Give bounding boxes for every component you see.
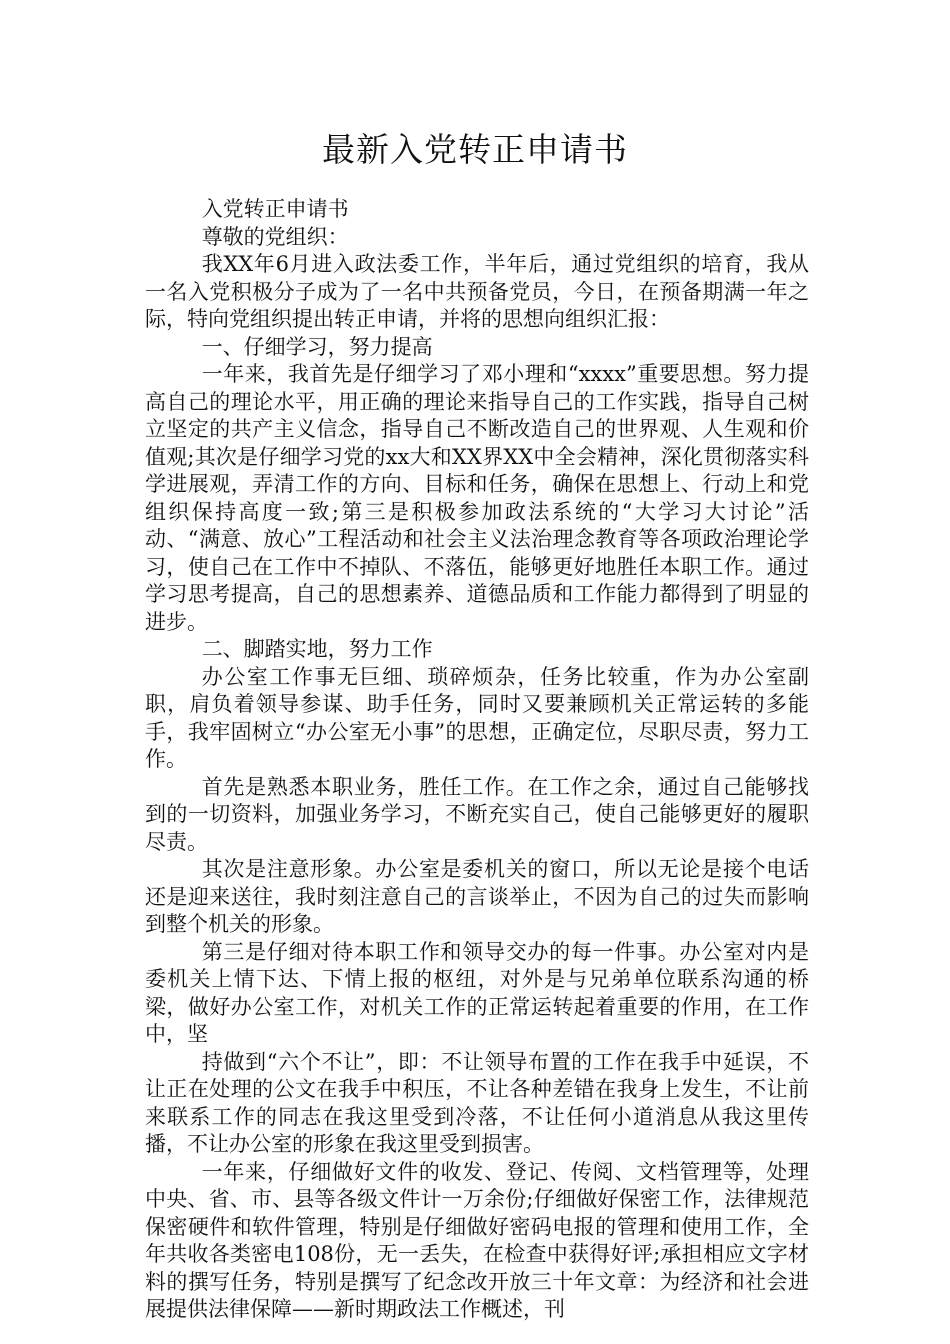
study-paragraph: 一年来，我首先是仔细学习了邓小理和“xxxx”重要思想。努力提高自己的理论水平，用正确的理论来指导自己的工作实践，指导自己树立坚定的共产主义信念，指导自己不断改造自己的世界观、人生观和价值观;其次是仔细学习党的xx大和XX界XX中全会精神，深化贯彻落实科学进展观，弄清工作的方向、目标和任务，确保在思想上、行动上和党组织保持高度一致;第三是积极参加政法系统的“大学习大讨论”活动、“满意、放心”工程活动和社会主义法治理念教育等各项政治理论学习，使自己在工作中不掉队、不落伍，能够更好地胜任本职工作。通过学习思考提高，自己的思想素养、道德品质和工作能力都得到了明显的进步。 [145, 362, 809, 634]
salutation-heading: 入党转正申请书 [201, 197, 349, 221]
work-paragraph: 办公室工作事无巨细、琐碎烦杂，任务比较重，作为办公室副职，肩负着领导参谋、助手任务，同时又要兼顾机关正常运转的多能手，我牢固树立“办公室无小事”的思想，正确定位，尽职尽责，努力工作。 [145, 664, 809, 771]
achievements-paragraph: 一年来，仔细做好文件的收发、登记、传阅、文档管理等，处理中央、省、市、县等各级文件计一万余份;仔细做好保密工作，法律规范保密硬件和软件管理，特别是仔细做好密码电报的管理和使用工作，全年共收各类密电108份，无一丢失，在检查中获得好评;承担相应文字材料的撰写任务，特别是撰写了纪念改开放三十年文章：为经济和社会进展提供法律保障——新时期政法工作概述，刊 [145, 1159, 809, 1321]
salutation: 尊敬的党组织： [201, 224, 349, 249]
work-paragraph-first: 首先是熟悉本职业务，胜任工作。在工作之余，通过自己能够找到的一切资料，加强业务学习，不断充实自己，使自己能够更好的履职尽责。 [145, 774, 809, 854]
document-title: 最新入党转正申请书 [322, 130, 628, 169]
section-heading-study: 一、仔细学习，努力提高 [201, 334, 433, 359]
work-paragraph-second: 其次是注意形象。办公室是委机关的窗口，所以无论是接个电话还是迎来送往，我时刻注意自己的言谈举止，不因为自己的过失而影响到整个机关的形象。 [145, 857, 809, 936]
work-paragraph-third: 第三是仔细对待本职工作和领导交办的每一件事。办公室对内是委机关上情下达、下情上报的枢纽，对外是与兄弟单位联系沟通的桥梁，做好办公室工作，对机关工作的正常运转起着重要的作用，在工作中，坚 [145, 939, 809, 1046]
intro-paragraph: 我XX年6月进入政法委工作，半年后，通过党组织的培育，我从一名入党积极分子成为了一名中共预备党员，今日，在预备期满一年之际，特向党组织提出转正申请，并将的思想向组织汇报： [145, 252, 809, 331]
six-rules-paragraph: 持做到“六个不让”，即：不让领导布置的工作在我手中延误，不让正在处理的公文在我手中积压，不让各种差错在我身上发生，不让前来联系工作的同志在我这里受到冷落，不让任何小道消息从我这里传播，不让办公室的形象在我这里受到损害。 [145, 1049, 809, 1156]
document-body [145, 196, 809, 1324]
section-heading-work: 二、脚踏实地，努力工作 [201, 637, 433, 661]
